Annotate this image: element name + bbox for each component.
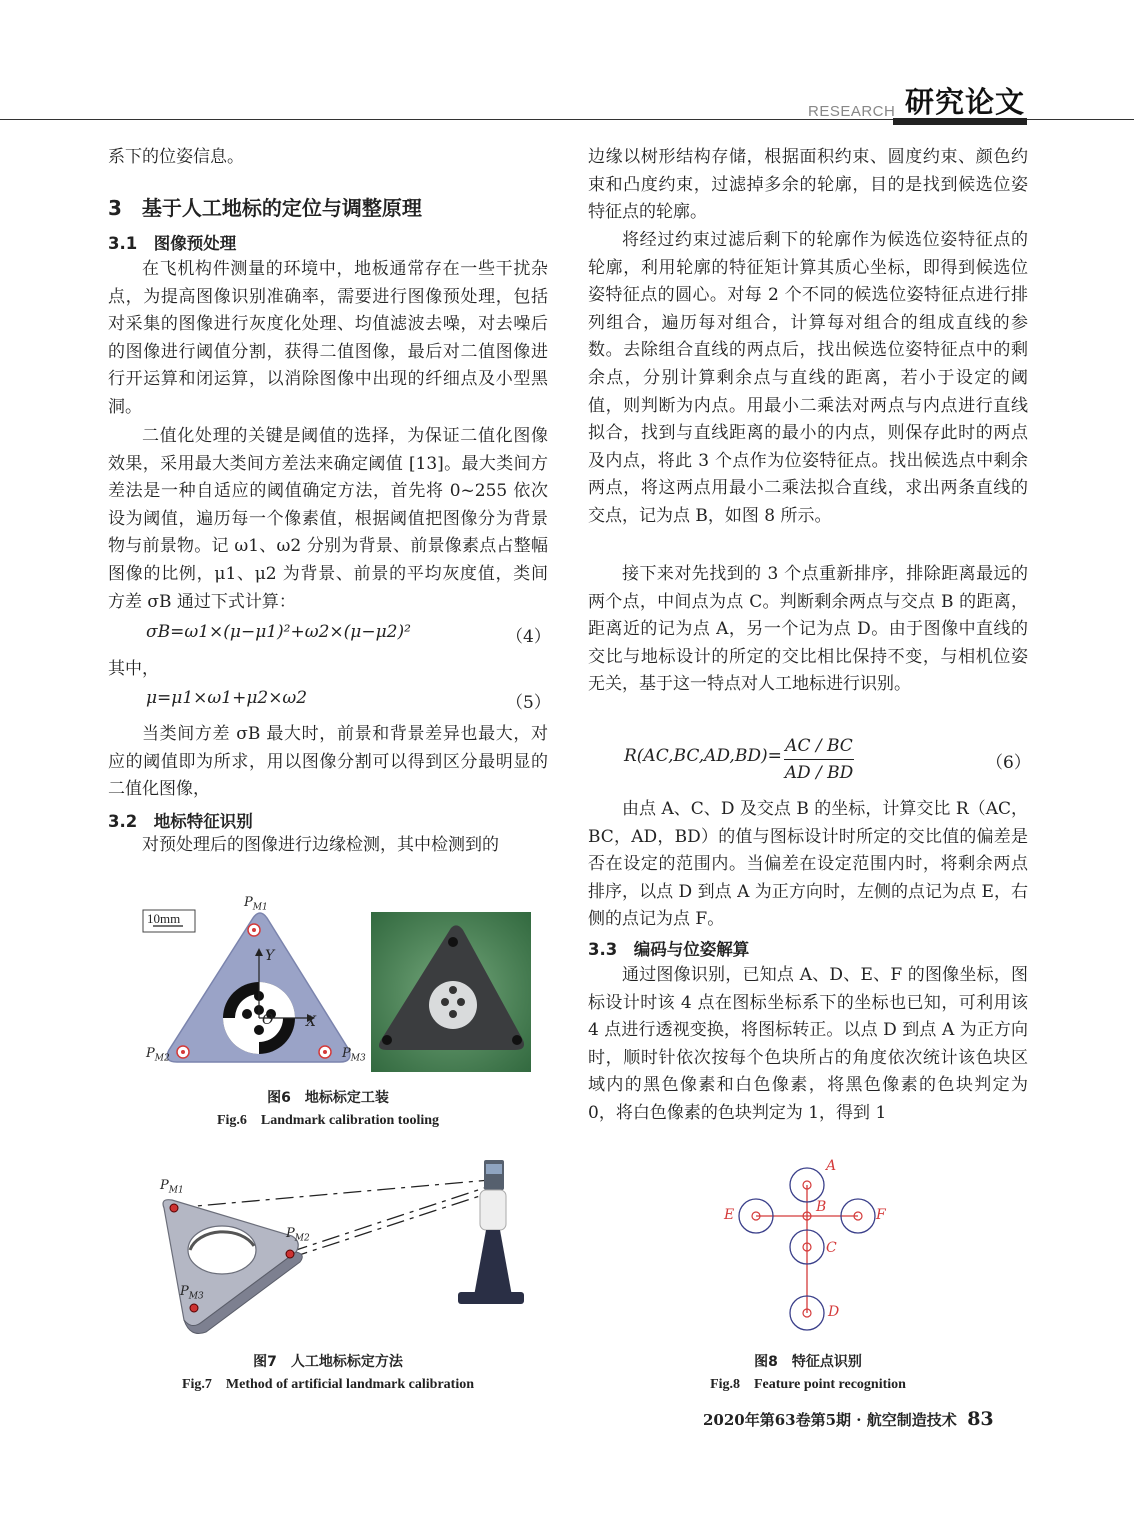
subsection-heading: 3.1 图像预处理	[108, 234, 237, 253]
label-pm1: $P_{M1}$	[244, 895, 268, 913]
figure-6-caption-en: Fig.6 Landmark calibration tooling	[216, 1113, 440, 1128]
photo-dot	[449, 1010, 457, 1018]
photo-dot	[457, 998, 465, 1006]
tracker-base	[458, 1292, 524, 1304]
target-point	[170, 1204, 178, 1212]
equation-number: （5）	[506, 693, 551, 713]
figure-7-graphics	[150, 1150, 540, 1340]
sight-line	[174, 1180, 490, 1208]
label-c: C	[826, 1240, 837, 1256]
label-pm3: $P_{M3}$	[342, 1046, 366, 1064]
subsection-heading: 3.2 地标特征识别	[108, 812, 253, 831]
figure-7-caption-en: Fig.7 Method of artificial landmark calibration	[181, 1377, 475, 1392]
paragraph: 二值化处理的关键是阈值的选择，为保证二值化图像效果，采用最大类间方差法来确定阈值 [13]。最大类间方差法是一种自适应的阈值确定方法，首先将 0~255 依次设为阈值，遍历每一个像素值，根据阈值把图像分为背景物与前景物。记 ω1、ω2 分别为背景、前景像素点占整幅图像的比例，μ1、μ2 为背景、前景的平均灰度值，类间方差 σB 通过下式计算：	[108, 426, 548, 612]
label-pm3: $P_{M3}$	[180, 1284, 204, 1302]
paragraph: 当类间方差 σB 最大时，前景和背景差异也最大，对应的阈值即为所求，用以图像分割可以得到区分最明显的二值化图像，	[108, 724, 548, 800]
label-f: F	[876, 1207, 886, 1223]
figure-8-caption-cn: 图8 特征点识别	[754, 1354, 862, 1370]
equation-6-lhs: R(AC,BC,AD,BD)=	[624, 746, 782, 766]
label-pm1: $P_{M1}$	[160, 1178, 184, 1196]
paragraph: 在飞机构件测量的环境中，地板通常存在一些干扰杂点，为提高图像识别准确率，需要进行图像预处理，包括对采集的图像进行灰度化处理、均值滤波去噪，对去噪后的图像进行阈值分割，获得二值图像，最后对二值图像进行开运算和闭运算，以消除图像中出现的纤细点及小型黑洞。	[108, 259, 548, 417]
photo-dot	[441, 998, 449, 1006]
paragraph: 边缘以树形结构存储，根据面积约束、圆度约束、颜色约束和凸度约束，过滤掉多余的轮廓，目的是找到候选位姿特征点的轮廓。	[588, 147, 1028, 223]
feature-dot	[242, 1009, 252, 1019]
figure-7-caption-cn: 图7 人工地标标定方法	[253, 1354, 403, 1370]
paragraph: 系下的位姿信息。	[108, 147, 244, 167]
label-pm2: $P_{M2}$	[146, 1046, 170, 1064]
figure-6-graphics	[135, 890, 545, 1080]
figure-6-caption-cn: 图6 地标标定工装	[267, 1090, 389, 1106]
photo-dot	[449, 986, 457, 994]
calibration-hole-center	[181, 1050, 185, 1054]
equation-4: σB=ω1×(μ−μ1)²+ω2×(μ−μ2)²	[146, 622, 411, 642]
header-section-cn: 研究论文	[905, 85, 1026, 119]
paragraph: 将经过约束过滤后剩下的轮廓作为候选位姿特征点的轮廓，利用轮廓的特征矩计算其质心坐标，即得到候选位姿特征点的圆心。对每 2 个不同的候选位姿特征点进行排列组合，遍历每对组合，计算每对组合的组成直线的参数。去除组合直线的两点后，找出候选位姿特征点中的剩余点，分别计算剩余点与直线的距离，若小于设定的阈值，则判断为内点。用最小二乘法对两点与内点进行直线拟合，找到与直线距离的最小的内点，则保存此时的两点及内点，将此 3 个点作为位姿特征点。找出候选点中剩余两点，将这两点用最小二乘法拟合直线，求出两条直线的交点，记为点 B，如图 8 所示。	[588, 230, 1028, 526]
target-point	[286, 1250, 294, 1258]
photo-hole	[512, 1035, 522, 1045]
label-x-axis: X	[306, 1014, 316, 1030]
sight-line	[290, 1186, 490, 1252]
label-a: A	[826, 1158, 837, 1174]
subsection-heading: 3.3 编码与位姿解算	[588, 940, 750, 959]
sight-line	[290, 1192, 492, 1258]
fraction-numerator: AC / BC	[785, 736, 853, 756]
section-heading: 3 基于人工地标的定位与调整原理	[108, 196, 422, 220]
tracker-stand	[474, 1230, 512, 1296]
paragraph: 其中，	[108, 659, 159, 679]
equation-number: （4）	[506, 627, 551, 647]
paragraph: 由点 A、C、D 及交点 B 的坐标，计算交比 R（AC，BC，AD，BD）的值与图标设计时所定的交比值的偏差是否在设定的范围内。当偏差在设定范围内时，将剩余两点排序，以点 D 到点 A 为正方向时，左侧的点记为点 E，右侧的点记为点 F。	[588, 799, 1028, 930]
header-section-en: RESEARCH	[808, 103, 896, 120]
paragraph: 对预处理后的图像进行边缘检测，其中检测到的	[142, 835, 499, 855]
tracker-lens	[486, 1164, 502, 1174]
scale-label: 10mm	[147, 911, 181, 926]
figure-8-graphics	[730, 1155, 890, 1345]
equation-5: μ=μ1×ω1+μ2×ω2	[146, 688, 308, 708]
journal-issue: 2020年第63卷第5期 · 航空制造技术	[703, 1411, 957, 1429]
label-y-axis: Y	[265, 948, 275, 964]
label-e: E	[724, 1207, 735, 1223]
paragraph: 通过图像识别，已知点 A、D、E、F 的图像坐标，图标设计时该 4 点在图标坐标系下的坐标也已知，可利用该 4 点进行透视变换，将图标转正。以点 D 到点 A 为正方向时，顺时针依次按每个色块所占的角度依次统计该色块区域内的黑色像素和白色像素，将黑色像素的色块判定为 0，将白色像素的色块判定为 1，得到 1	[588, 965, 1028, 1123]
fraction-denominator: AD / BD	[784, 763, 854, 783]
label-d: D	[828, 1304, 840, 1320]
calibration-hole-center	[323, 1050, 327, 1054]
label-b: B	[816, 1199, 827, 1215]
label-origin: O	[262, 1012, 274, 1028]
figure-8-caption-en: Fig.8 Feature point recognition	[710, 1377, 906, 1392]
photo-hole	[448, 937, 458, 947]
equation-6-fraction	[784, 736, 854, 783]
photo-hole	[382, 1035, 392, 1045]
target-point	[190, 1304, 198, 1312]
calibration-hole-center	[252, 928, 256, 932]
page-footer	[703, 1408, 994, 1430]
label-pm2: $P_{M2}$	[286, 1226, 310, 1244]
equation-number: （6）	[986, 753, 1031, 773]
fraction-bar	[784, 759, 854, 760]
tracker-body	[480, 1190, 506, 1230]
paragraph: 接下来对先找到的 3 个点重新排序，排除距离最远的两个点，中间点为点 C。判断剩余两点与交点 B 的距离，距离近的记为点 A，另一个记为点 D。由于图像中直线的交比与地标设计的所定的交比相比保持不变，与相机位姿无关，基于这一特点对人工地标进行识别。	[588, 564, 1028, 695]
page-number: 83	[967, 1408, 994, 1430]
